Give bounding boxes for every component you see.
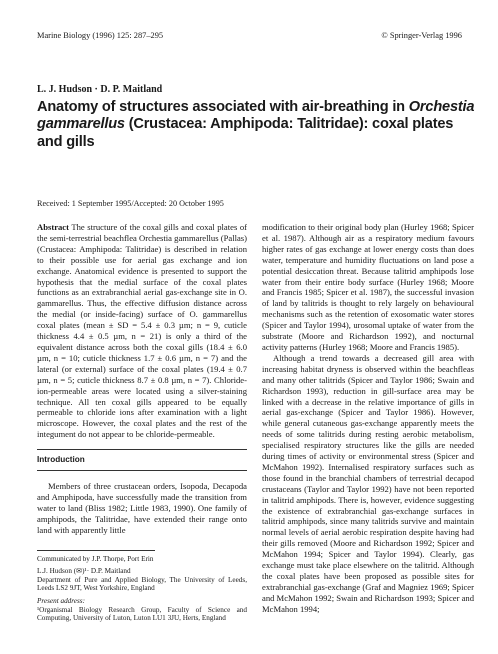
abstract-paragraph — [37, 222, 247, 440]
section-rule-top — [37, 449, 247, 450]
author-list: L. J. Hudson · D. P. Maitland — [37, 84, 163, 95]
introduction-paragraph: Members of three crustacean orders, Isopoda, Decapoda and Amphipoda, have successfully made the transition from water to land (Bliss 1982; Little 1983, 1990). One family of amphipods, the Talitridae, have extended their range onto land with apparently little — [37, 481, 247, 535]
footnote-rule — [37, 550, 155, 551]
article-title — [37, 99, 477, 151]
received-dates: Received: 1 September 1995/Accepted: 20 October 1995 — [37, 199, 224, 208]
present-address-label-text: Present address: — [37, 597, 85, 606]
title-species: Orchestia gammarellus — [37, 99, 475, 133]
journal-citation: Marine Biology (1996) 125: 287–295 — [37, 31, 164, 40]
copyright-notice: © Springer-Verlag 1996 — [381, 31, 462, 40]
body-paragraph-1: modification to their original body plan (Hurley 1968; Spicer et al. 1987). Although air as a respiratory medium favours higher rates of gas exchange at lower energy costs than does water, temperature and humidity fluctuations on land pose a potential desiccation threat. Because talitrid amphipods lose water from their entire body surface (Hurley 1968; Moore and Francis 1985; Spicer et al. 1987), the successful invasion of land by talitrids is thought to rely largely on behavioural mechanisms such as the retention of exosomatic water stores (Spicer and Taylor 1994), urosomal uptake of water from the substrate (Moore and Richardson 1992), and nocturnal activity patterns (Hurley 1968; Moore and Francis 1985). — [262, 222, 474, 352]
body-paragraph-2: Although a trend towards a decreased gill area with increasing habitat dryness is observed within the beachfleas and many other talitrids (Spicer and Taylor 1986; Swain and Richardson 1993), reduction in gill-surface area may be linked with a decrease in the relative importance of gills in aerial gas-exchange (Spicer and Taylor 1986). However, while general cutaneous gas-exchange apparently meets the needs of some talitrids during resting aerobic metabolism, specialised respiratory structures like the gills are needed during times of activity or environmental stress (Spicer and McMahon 1992). Internalised respiratory surfaces such as those found in the branchial chambers of terrestrial decapod crustaceans (Taylor and Taylor 1992) have not been reported in talitrid amphipods. There is, however, evidence suggesting the existence of extrabranchial gas-exchange surfaces in talitrid amphipods, since many talitrids survive and maintain normal levels of aerial aerobic respiration despite having had their gills removed (Moore and Richardson 1992; Spicer and McMahon 1994; Spicer and Taylor 1994). Clearly, gas exchange must take place elsewhere on the talitrid. Although the coxal plates have been proposed as possible sites for extrabranchial gas-exchange (Graf and Magniez 1969; Spicer and McMahon 1992; Swain and Richardson 1993; Spicer and McMahon 1994; — [262, 352, 474, 614]
introduction-heading: Introduction — [37, 455, 85, 465]
title-part-1: Anatomy of structures associated with air-breathing in — [37, 99, 409, 115]
section-rule-bottom — [37, 470, 247, 471]
present-address-label — [37, 597, 247, 606]
title-part-2: (Crustacea: Amphipoda: Talitridae): coxal plates and gills — [37, 116, 454, 150]
left-column — [37, 222, 247, 623]
abstract-text: The structure of the coxal gills and coxal plates of the semi-terrestrial beachflea Orchestia gammarellus (Pallas) (Crustacea: Amphipoda: Talitridae) is described in relation to their possible use for aerial gas exchange and ion exchange. Anatomical evidence is presented to support the hypothesis that the medial surface of the coxal plates functions as an extrabranchial aerial gas-exchange site in O. gammarellus. Thus, the effective diffusion distance across the medial (or inside-facing) surface of O. gammarellus coxal plates (mean ± SD = 5.4 ± 0.3 µm; n = 9, cuticle thickness 4.4 ± 0.5 µm, n = 21) is only a third of the equivalent distance across both the coxal gills (18.4 ± 6.0 µm, n = 10; cuticle thickness 1.7 ± 0.6 µm, n = 7) and the lateral (or external) surface of the coxal plates (19.4 ± 0.7 µm, n = 5; cuticle thickness 8.7 ± 0.8 µm, n = 7). Chloride-ion-permeable areas were located using a silver-staining technique. All ten coxal gills appeared to be equally permeable to chloride ions after examination with a light microscope. However, the coxal plates and the rest of the integument do not appear to be chloride-permeable. — [37, 222, 247, 440]
communicated-by: Communicated by J.P. Thorpe, Port Erin — [37, 554, 154, 563]
author-affiliation: L.J. Hudson (✉)¹· D.P. Maitland Department of Pure and Applied Biology, The University of Leeds, Leeds LS2 9JT, West Yorkshire, England — [37, 567, 247, 593]
abstract-label: Abstract — [37, 222, 69, 232]
right-column — [262, 222, 474, 615]
present-address: ¹Organismal Biology Research Group, Faculty of Science and Computing, University of Luton, Luton LU1 3JU, Herts, England — [37, 605, 247, 623]
